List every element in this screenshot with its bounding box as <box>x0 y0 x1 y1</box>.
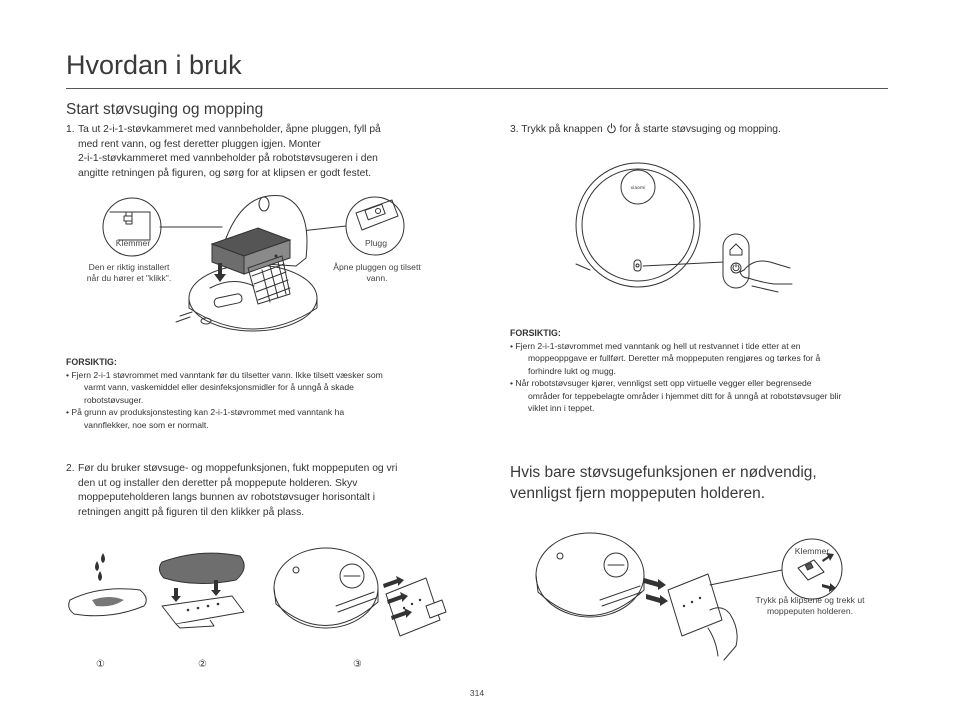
warning-right-2-line3: viklet inn i teppet. <box>528 403 595 414</box>
step-1-line2: med rent vann, og fest deretter pluggen igjen. Monter <box>78 138 321 150</box>
step-3-text-after: for å starte støvsuging og mopping. <box>619 124 781 135</box>
warning-left-2-line2: vannflekker, noe som er normalt. <box>84 419 209 430</box>
warning-left-1-line2: varmt vann, vaskemiddel eller desinfeksjonsmidler for å unngå å skade <box>84 382 354 393</box>
warning-left-1-line1: • Fjern 2-i-1 støvrommet med vanntank før du tilsetter vann. Ikke tilsett væsker som <box>66 370 383 380</box>
step-1-line1: Ta ut 2-i-1-støvkammeret med vannbeholder, åpne pluggen, fyll på <box>78 124 381 135</box>
label-klemmer-remove: Klemmer <box>794 546 830 556</box>
page-number: 314 <box>469 688 485 698</box>
warning-left-1-line3: robotstøvsuger. <box>84 394 144 405</box>
caption-remove-holder-line1: Trykk på klipsene og trekk ut <box>755 595 865 605</box>
warning-heading-right: FORSIKTIG: <box>510 328 561 338</box>
page-title: Hvordan i bruk <box>66 50 242 80</box>
section-title-vacuum-only-line2: vennligst fjern moppeputen holderen. <box>510 485 766 502</box>
caption-remove-holder-line2: moppeputen holderen. <box>766 606 853 616</box>
caption-installed-line1: Den er riktig installert <box>88 262 170 272</box>
warning-right-1-line1: • Fjern 2-i-1-støvrommet med vanntank og hell ut restvannet i tide etter at en <box>510 341 801 351</box>
step-marker-2: ② <box>198 659 207 670</box>
step-marker-1: ① <box>96 659 105 670</box>
warning-left-2-line1: • På grunn av produksjonstesting kan 2-i-1-støvrommet med vanntank ha <box>66 407 345 418</box>
step-marker-3: ③ <box>353 659 362 670</box>
label-plugg: Plugg <box>365 238 387 248</box>
label-klemmer: Klemmer <box>115 238 151 248</box>
warning-right-2-line2: områder for teppebelagte områder i hjemmet ditt for å unngå at robotstøvsuger blir <box>528 390 842 401</box>
step-1-line4: angitte retningen på figuren, og sørg for at klipsen er godt festet. <box>78 167 372 179</box>
section-title-start: Start støvsuging og mopping <box>66 101 264 118</box>
caption-open-plug-line1: Åpne pluggen og tilsett <box>333 262 421 272</box>
step-3-text-before: 3. Trykk på knappen <box>510 124 603 135</box>
warning-heading-left: FORSIKTIG: <box>66 357 117 367</box>
warning-right-1-line2: moppeoppgave er fullført. Deretter må moppeputen rengjøres og tørkes for å <box>528 353 821 364</box>
caption-remove-holder <box>740 595 880 617</box>
step-2-line4: retningen angitt på figuren til den klikker på plass. <box>78 506 305 518</box>
step-2-number: 2. <box>66 463 75 474</box>
caption-installed-line2: når du hører et "klikk". <box>86 273 172 283</box>
step-2-line1: Før du bruker støvsuge- og moppefunksjonen, fukt moppeputen og vri <box>78 463 398 474</box>
caption-open-plug-line2: vann. <box>366 273 388 283</box>
step-2-line3: moppeputeholderen langs bunnen av robotstøvsuger horisontalt i <box>78 492 376 504</box>
step-1-number: 1. <box>66 124 75 135</box>
step-1-line3: 2-i-1-støvkammeret med vannbeholder på robotstøvsugeren i den <box>78 153 378 165</box>
warning-right-1-line3: forhindre lukt og mugg. <box>528 365 616 376</box>
robot-remove-holder <box>536 533 737 660</box>
section-title-vacuum-only-line1: Hvis bare støvsugefunksjonen er nødvendig, <box>510 464 817 481</box>
warning-right-2-line1: • Når robotstøvsuger kjører, vennligst sett opp virtuelle vegger eller begrensede <box>510 378 812 389</box>
step-2-line2: den ut og installer den deretter på moppepute holderen. Skyv <box>78 477 358 489</box>
robot-brand-logo: xiaomi <box>630 186 646 191</box>
